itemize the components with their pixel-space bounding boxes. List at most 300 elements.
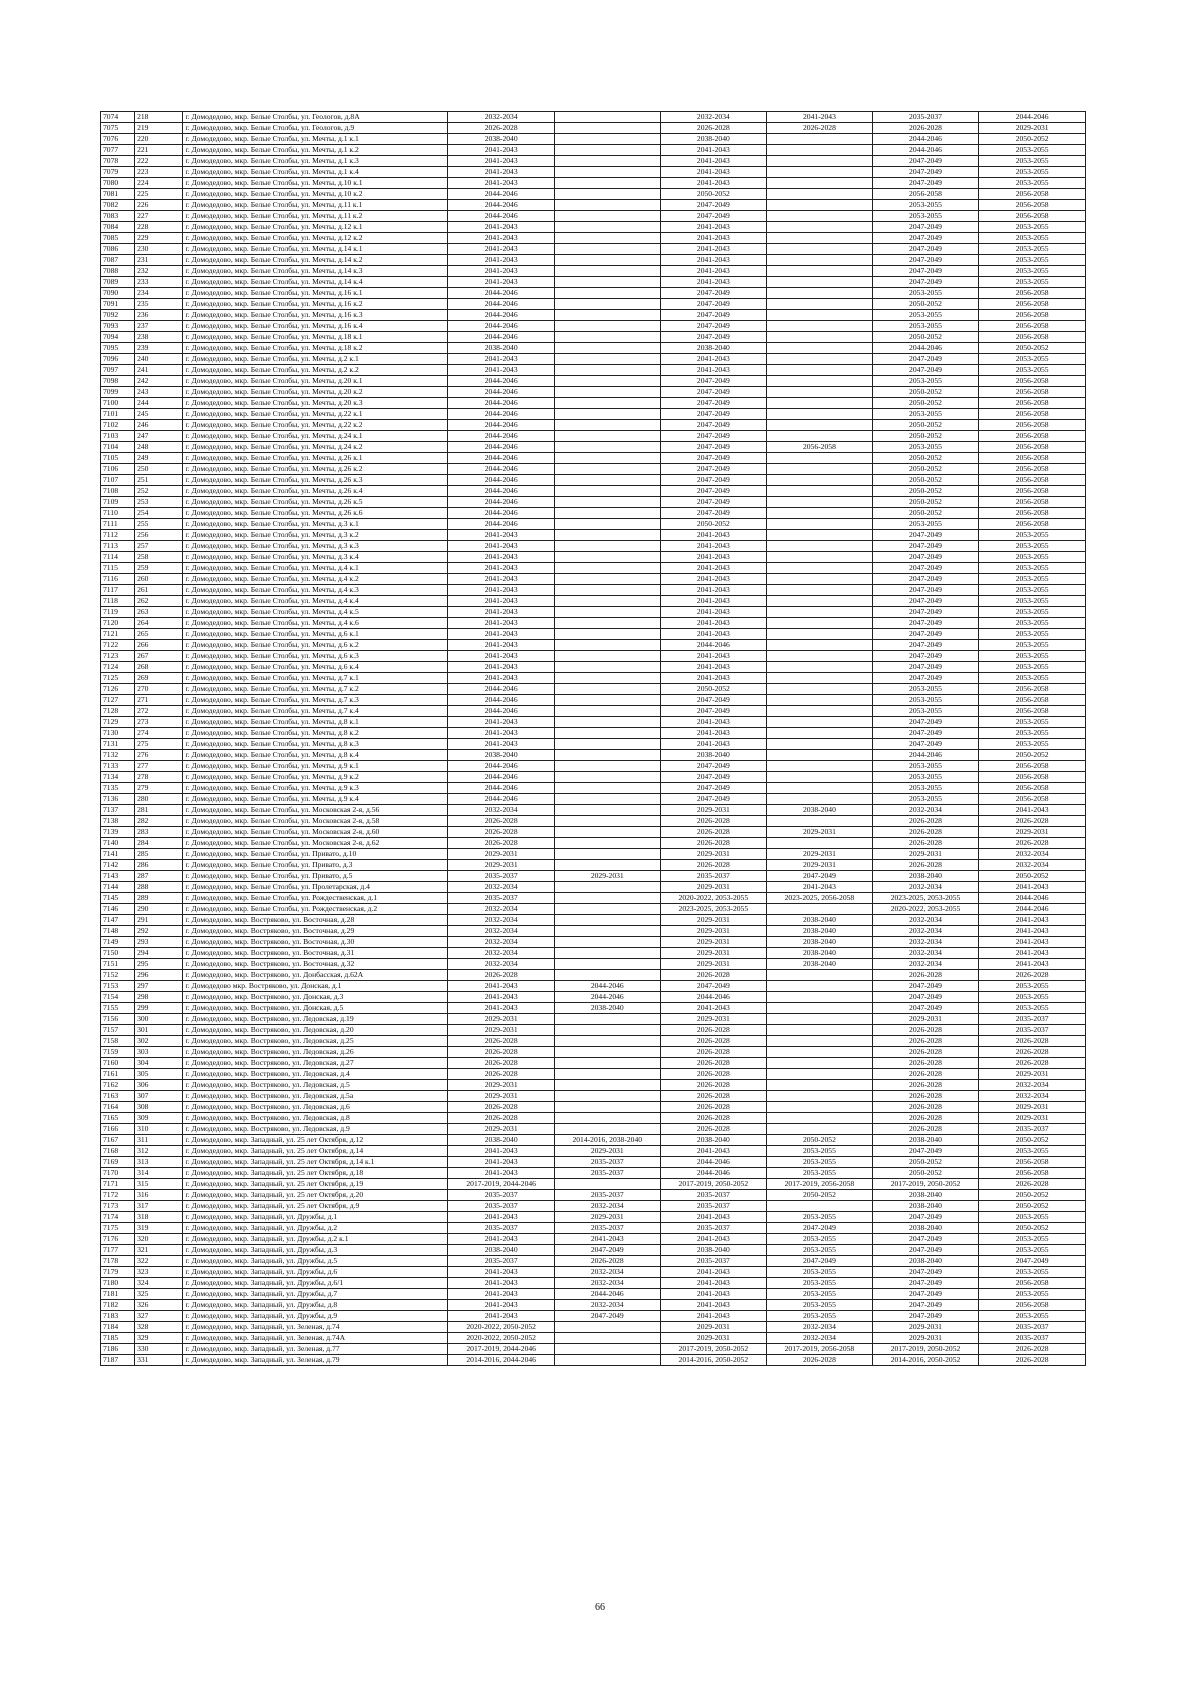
period-3-cell: 2026-2028 — [660, 1047, 767, 1058]
period-5-cell: 2053-2055 — [872, 200, 979, 211]
address-cell: г. Домодедово, мкр. Белые Столбы, ул. Мечты, д.11 к.1 — [183, 200, 448, 211]
period-3-cell: 2041-2043 — [660, 1146, 767, 1157]
period-1-cell: 2041-2043 — [448, 145, 555, 156]
period-4-cell — [767, 1036, 873, 1047]
period-3-cell: 2041-2043 — [660, 167, 767, 178]
period-4-cell — [767, 464, 873, 475]
period-1-cell: 2041-2043 — [448, 552, 555, 563]
item-number-cell: 255 — [135, 519, 183, 530]
period-2-cell — [555, 618, 661, 629]
period-1-cell: 2044-2046 — [448, 332, 555, 343]
row-number-cell: 7119 — [101, 607, 135, 618]
period-6-cell: 2056-2058 — [979, 1278, 1086, 1289]
address-cell: г. Домодедово, мкр. Западный, ул. Дружбы, д.2 — [183, 1223, 448, 1234]
table-row — [101, 409, 1086, 420]
address-cell: г. Домодедово, мкр. Белые Столбы, ул. Мечты, д.6 к.3 — [183, 651, 448, 662]
period-3-cell: 2047-2049 — [660, 409, 767, 420]
item-number-cell: 267 — [135, 651, 183, 662]
address-cell: г. Домодедово, мкр. Белые Столбы, ул. Мечты, д.22 к.1 — [183, 409, 448, 420]
period-6-cell: 2056-2058 — [979, 508, 1086, 519]
period-3-cell: 2026-2028 — [660, 1102, 767, 1113]
period-2-cell — [555, 1025, 661, 1036]
row-number-cell: 7108 — [101, 486, 135, 497]
period-6-cell: 2029-2031 — [979, 827, 1086, 838]
row-number-cell: 7075 — [101, 123, 135, 134]
period-2-cell — [555, 596, 661, 607]
period-1-cell: 2044-2046 — [448, 761, 555, 772]
period-6-cell: 2050-2052 — [979, 1190, 1086, 1201]
period-1-cell: 2044-2046 — [448, 376, 555, 387]
row-number-cell: 7145 — [101, 893, 135, 904]
row-number-cell: 7096 — [101, 354, 135, 365]
period-5-cell: 2017-2019, 2050-2052 — [872, 1344, 979, 1355]
period-4-cell — [767, 299, 873, 310]
item-number-cell: 257 — [135, 541, 183, 552]
period-3-cell: 2038-2040 — [660, 750, 767, 761]
period-3-cell: 2041-2043 — [660, 651, 767, 662]
table-row — [101, 1311, 1086, 1322]
period-4-cell — [767, 673, 873, 684]
row-number-cell: 7185 — [101, 1333, 135, 1344]
item-number-cell: 232 — [135, 266, 183, 277]
row-number-cell: 7079 — [101, 167, 135, 178]
table-row — [101, 233, 1086, 244]
period-1-cell: 2041-2043 — [448, 1212, 555, 1223]
period-6-cell: 2053-2055 — [979, 167, 1086, 178]
address-cell: г. Домодедово, мкр. Белые Столбы, ул. Мечты, д.20 к.2 — [183, 387, 448, 398]
table-row — [101, 739, 1086, 750]
table-row — [101, 662, 1086, 673]
row-number-cell: 7084 — [101, 222, 135, 233]
period-1-cell: 2041-2043 — [448, 354, 555, 365]
period-3-cell: 2047-2049 — [660, 398, 767, 409]
period-3-cell: 2047-2049 — [660, 475, 767, 486]
period-5-cell: 2026-2028 — [872, 816, 979, 827]
item-number-cell: 301 — [135, 1025, 183, 1036]
row-number-cell: 7149 — [101, 937, 135, 948]
period-1-cell: 2044-2046 — [448, 288, 555, 299]
period-5-cell: 2047-2049 — [872, 167, 979, 178]
row-number-cell: 7105 — [101, 453, 135, 464]
period-6-cell: 2026-2028 — [979, 1058, 1086, 1069]
period-3-cell: 2041-2043 — [660, 541, 767, 552]
period-5-cell: 2053-2055 — [872, 288, 979, 299]
period-1-cell: 2041-2043 — [448, 607, 555, 618]
period-2-cell — [555, 332, 661, 343]
period-5-cell: 2053-2055 — [872, 519, 979, 530]
table-row — [101, 1289, 1086, 1300]
address-cell: г. Домодедово, мкр. Белые Столбы, ул. Мечты, д.26 к.1 — [183, 453, 448, 464]
period-1-cell: 2044-2046 — [448, 519, 555, 530]
table-row — [101, 1322, 1086, 1333]
item-number-cell: 303 — [135, 1047, 183, 1058]
period-5-cell: 2047-2049 — [872, 277, 979, 288]
period-4-cell — [767, 167, 873, 178]
table-row — [101, 277, 1086, 288]
address-cell: г. Домодедово, мкр. Белые Столбы, ул. Мечты, д.7 к.4 — [183, 706, 448, 717]
period-6-cell: 2026-2028 — [979, 1047, 1086, 1058]
period-5-cell: 2047-2049 — [872, 618, 979, 629]
period-6-cell: 2032-2034 — [979, 1091, 1086, 1102]
period-3-cell: 2047-2049 — [660, 376, 767, 387]
table-row — [101, 442, 1086, 453]
row-number-cell: 7180 — [101, 1278, 135, 1289]
table-row — [101, 354, 1086, 365]
period-5-cell: 2056-2058 — [872, 189, 979, 200]
address-cell: г. Домодедово, мкр. Западный, ул. Дружбы, д.2 к.1 — [183, 1234, 448, 1245]
row-number-cell: 7156 — [101, 1014, 135, 1025]
period-3-cell: 2029-2031 — [660, 1322, 767, 1333]
period-1-cell: 2041-2043 — [448, 585, 555, 596]
address-cell: г. Домодедово, мкр. Белые Столбы, ул. Мечты, д.4 к.3 — [183, 585, 448, 596]
row-number-cell: 7160 — [101, 1058, 135, 1069]
row-number-cell: 7166 — [101, 1124, 135, 1135]
period-4-cell — [767, 904, 873, 915]
period-4-cell: 2041-2043 — [767, 882, 873, 893]
row-number-cell: 7104 — [101, 442, 135, 453]
address-cell: г. Домодедово, мкр. Востряково, ул. Ледовская, д.27 — [183, 1058, 448, 1069]
period-5-cell: 2038-2040 — [872, 871, 979, 882]
period-2-cell — [555, 222, 661, 233]
period-3-cell: 2041-2043 — [660, 145, 767, 156]
address-cell: г. Домодедово, мкр. Белые Столбы, ул. Мечты, д.6 к.2 — [183, 640, 448, 651]
period-4-cell — [767, 420, 873, 431]
period-5-cell: 2026-2028 — [872, 1025, 979, 1036]
period-5-cell: 2050-2052 — [872, 486, 979, 497]
period-3-cell: 2041-2043 — [660, 530, 767, 541]
item-number-cell: 243 — [135, 387, 183, 398]
period-5-cell: 2044-2046 — [872, 134, 979, 145]
item-number-cell: 322 — [135, 1256, 183, 1267]
table-row — [101, 794, 1086, 805]
period-4-cell — [767, 387, 873, 398]
period-5-cell: 2026-2028 — [872, 1124, 979, 1135]
table-row — [101, 849, 1086, 860]
item-number-cell: 273 — [135, 717, 183, 728]
period-6-cell: 2053-2055 — [979, 541, 1086, 552]
row-number-cell: 7126 — [101, 684, 135, 695]
period-3-cell: 2038-2040 — [660, 1135, 767, 1146]
row-number-cell: 7106 — [101, 464, 135, 475]
period-2-cell — [555, 948, 661, 959]
period-1-cell: 2041-2043 — [448, 629, 555, 640]
row-number-cell: 7112 — [101, 530, 135, 541]
item-number-cell: 278 — [135, 772, 183, 783]
period-2-cell — [555, 464, 661, 475]
row-number-cell: 7087 — [101, 255, 135, 266]
period-1-cell: 2041-2043 — [448, 728, 555, 739]
period-1-cell: 2026-2028 — [448, 838, 555, 849]
period-5-cell: 2047-2049 — [872, 530, 979, 541]
address-cell: г. Домодедово, мкр. Востряково, ул. Восточная, д.30 — [183, 937, 448, 948]
period-6-cell: 2056-2058 — [979, 431, 1086, 442]
period-3-cell: 2023-2025, 2053-2055 — [660, 904, 767, 915]
period-2-cell — [555, 530, 661, 541]
period-6-cell: 2056-2058 — [979, 200, 1086, 211]
period-4-cell — [767, 1069, 873, 1080]
row-number-cell: 7154 — [101, 992, 135, 1003]
period-4-cell: 2029-2031 — [767, 860, 873, 871]
period-2-cell — [555, 772, 661, 783]
row-number-cell: 7165 — [101, 1113, 135, 1124]
address-cell: г. Домодедово, мкр. Белые Столбы, ул. Мечты, д.4 к.6 — [183, 618, 448, 629]
row-number-cell: 7120 — [101, 618, 135, 629]
period-2-cell — [555, 189, 661, 200]
item-number-cell: 247 — [135, 431, 183, 442]
table-row — [101, 1344, 1086, 1355]
period-6-cell: 2053-2055 — [979, 651, 1086, 662]
table-row — [101, 189, 1086, 200]
period-2-cell: 2035-2037 — [555, 1190, 661, 1201]
period-5-cell: 2047-2049 — [872, 365, 979, 376]
period-6-cell: 2041-2043 — [979, 959, 1086, 970]
period-2-cell — [555, 321, 661, 332]
period-2-cell — [555, 431, 661, 442]
address-cell: г. Домодедово, мкр. Белые Столбы, ул. Мечты, д.11 к.2 — [183, 211, 448, 222]
period-5-cell: 2047-2049 — [872, 255, 979, 266]
address-cell: г. Домодедово, мкр. Белые Столбы, ул. Мечты, д.1 к.2 — [183, 145, 448, 156]
period-1-cell: 2038-2040 — [448, 750, 555, 761]
address-cell: г. Домодедово, мкр. Белые Столбы, ул. Мечты, д.3 к.2 — [183, 530, 448, 541]
table-row — [101, 585, 1086, 596]
period-1-cell: 2041-2043 — [448, 1003, 555, 1014]
period-5-cell: 2032-2034 — [872, 937, 979, 948]
period-3-cell: 2044-2046 — [660, 992, 767, 1003]
period-4-cell: 2038-2040 — [767, 937, 873, 948]
row-number-cell: 7093 — [101, 321, 135, 332]
period-3-cell: 2047-2049 — [660, 508, 767, 519]
address-cell: г. Домодедово, мкр. Западный, ул. Дружбы, д.5 — [183, 1256, 448, 1267]
address-cell: г. Домодедово, мкр. Белые Столбы, ул. Мечты, д.26 к.3 — [183, 475, 448, 486]
period-6-cell: 2053-2055 — [979, 673, 1086, 684]
period-4-cell — [767, 651, 873, 662]
period-1-cell: 2041-2043 — [448, 365, 555, 376]
address-cell: г. Домодедово мкр. Востряково, ул. Донская, д.1 — [183, 981, 448, 992]
period-2-cell — [555, 376, 661, 387]
row-number-cell: 7117 — [101, 585, 135, 596]
row-number-cell: 7174 — [101, 1212, 135, 1223]
period-3-cell: 2026-2028 — [660, 838, 767, 849]
item-number-cell: 289 — [135, 893, 183, 904]
period-4-cell — [767, 508, 873, 519]
address-cell: г. Домодедово, мкр. Востряково, ул. Донская, д.5 — [183, 1003, 448, 1014]
table-row — [101, 992, 1086, 1003]
item-number-cell: 317 — [135, 1201, 183, 1212]
table-row — [101, 1300, 1086, 1311]
period-2-cell — [555, 420, 661, 431]
period-6-cell: 2035-2037 — [979, 1025, 1086, 1036]
address-cell: г. Домодедово, мкр. Белые Столбы, ул. Мечты, д.14 к.1 — [183, 244, 448, 255]
row-number-cell: 7141 — [101, 849, 135, 860]
period-5-cell: 2026-2028 — [872, 1047, 979, 1058]
period-1-cell: 2038-2040 — [448, 134, 555, 145]
period-6-cell: 2050-2052 — [979, 1201, 1086, 1212]
period-2-cell — [555, 739, 661, 750]
period-1-cell: 2014-2016, 2044-2046 — [448, 1355, 555, 1366]
period-6-cell: 2056-2058 — [979, 453, 1086, 464]
period-6-cell: 2053-2055 — [979, 266, 1086, 277]
period-4-cell — [767, 497, 873, 508]
address-cell: г. Домодедово, мкр. Востряково, ул. Ледовская, д.8 — [183, 1113, 448, 1124]
period-3-cell: 2041-2043 — [660, 277, 767, 288]
item-number-cell: 256 — [135, 530, 183, 541]
address-cell: г. Домодедово, мкр. Белые Столбы, ул. Московская 2-я, д.58 — [183, 816, 448, 827]
period-3-cell: 2047-2049 — [660, 387, 767, 398]
period-3-cell: 2014-2016, 2050-2052 — [660, 1355, 767, 1366]
period-6-cell: 2026-2028 — [979, 1355, 1086, 1366]
period-6-cell: 2041-2043 — [979, 937, 1086, 948]
address-cell: г. Домодедово, мкр. Белые Столбы, ул. Московская 2-я, д.62 — [183, 838, 448, 849]
period-2-cell — [555, 123, 661, 134]
address-cell: г. Домодедово, мкр. Белые Столбы, ул. Мечты, д.16 к.2 — [183, 299, 448, 310]
period-2-cell — [555, 662, 661, 673]
address-cell: г. Домодедово, мкр. Белые Столбы, ул. Геологов, д.9 — [183, 123, 448, 134]
period-2-cell — [555, 398, 661, 409]
period-2-cell — [555, 244, 661, 255]
row-number-cell: 7162 — [101, 1080, 135, 1091]
row-number-cell: 7152 — [101, 970, 135, 981]
period-3-cell: 2041-2043 — [660, 233, 767, 244]
period-6-cell: 2053-2055 — [979, 365, 1086, 376]
period-2-cell: 2044-2046 — [555, 1289, 661, 1300]
period-5-cell: 2029-2031 — [872, 849, 979, 860]
period-5-cell: 2047-2049 — [872, 244, 979, 255]
row-number-cell: 7161 — [101, 1069, 135, 1080]
period-1-cell: 2032-2034 — [448, 805, 555, 816]
period-4-cell — [767, 596, 873, 607]
period-2-cell — [555, 794, 661, 805]
period-1-cell: 2035-2037 — [448, 893, 555, 904]
period-6-cell: 2029-2031 — [979, 1113, 1086, 1124]
row-number-cell: 7107 — [101, 475, 135, 486]
period-2-cell — [555, 706, 661, 717]
row-number-cell: 7074 — [101, 112, 135, 123]
period-4-cell: 2047-2049 — [767, 871, 873, 882]
period-3-cell: 2044-2046 — [660, 1157, 767, 1168]
period-5-cell: 2053-2055 — [872, 376, 979, 387]
period-6-cell: 2056-2058 — [979, 442, 1086, 453]
table-row — [101, 640, 1086, 651]
period-3-cell: 2044-2046 — [660, 640, 767, 651]
period-1-cell: 2041-2043 — [448, 717, 555, 728]
period-4-cell: 2017-2019, 2056-2058 — [767, 1344, 873, 1355]
table-row — [101, 475, 1086, 486]
period-6-cell: 2053-2055 — [979, 618, 1086, 629]
period-1-cell: 2041-2043 — [448, 1168, 555, 1179]
address-cell: г. Домодедово, мкр. Белые Столбы, ул. Мечты, д.4 к.1 — [183, 563, 448, 574]
period-5-cell: 2047-2049 — [872, 607, 979, 618]
item-number-cell: 296 — [135, 970, 183, 981]
period-2-cell — [555, 574, 661, 585]
item-number-cell: 312 — [135, 1146, 183, 1157]
period-6-cell: 2032-2034 — [979, 849, 1086, 860]
period-4-cell: 2050-2052 — [767, 1135, 873, 1146]
item-number-cell: 242 — [135, 376, 183, 387]
table-row — [101, 222, 1086, 233]
period-5-cell: 2047-2049 — [872, 585, 979, 596]
table-row — [101, 981, 1086, 992]
row-number-cell: 7121 — [101, 629, 135, 640]
period-3-cell: 2041-2043 — [660, 1311, 767, 1322]
period-6-cell: 2032-2034 — [979, 1080, 1086, 1091]
row-number-cell: 7123 — [101, 651, 135, 662]
period-3-cell: 2026-2028 — [660, 970, 767, 981]
period-2-cell: 2038-2040 — [555, 1003, 661, 1014]
period-4-cell — [767, 200, 873, 211]
period-1-cell: 2035-2037 — [448, 1223, 555, 1234]
address-cell: г. Домодедово, мкр. Востряково, ул. Восточная, д.31 — [183, 948, 448, 959]
period-1-cell: 2044-2046 — [448, 475, 555, 486]
period-1-cell: 2041-2043 — [448, 156, 555, 167]
period-5-cell: 2050-2052 — [872, 332, 979, 343]
row-number-cell: 7167 — [101, 1135, 135, 1146]
period-3-cell: 2029-2031 — [660, 849, 767, 860]
table-row — [101, 321, 1086, 332]
period-5-cell: 2050-2052 — [872, 431, 979, 442]
address-cell: г. Домодедово, мкр. Востряково, ул. Донбасская, д.62А — [183, 970, 448, 981]
period-6-cell: 2056-2058 — [979, 387, 1086, 398]
address-cell: г. Домодедово, мкр. Белые Столбы, ул. Мечты, д.9 к.1 — [183, 761, 448, 772]
row-number-cell: 7077 — [101, 145, 135, 156]
address-cell: г. Домодедово, мкр. Белые Столбы, ул. Мечты, д.24 к.2 — [183, 442, 448, 453]
item-number-cell: 319 — [135, 1223, 183, 1234]
period-4-cell: 2017-2019, 2056-2058 — [767, 1179, 873, 1190]
period-5-cell: 2047-2049 — [872, 1146, 979, 1157]
period-3-cell: 2026-2028 — [660, 1113, 767, 1124]
row-number-cell: 7103 — [101, 431, 135, 442]
address-cell: г. Домодедово, мкр. Востряково, ул. Ледовская, д.9 — [183, 1124, 448, 1135]
item-number-cell: 326 — [135, 1300, 183, 1311]
item-number-cell: 309 — [135, 1113, 183, 1124]
period-5-cell: 2047-2049 — [872, 233, 979, 244]
period-3-cell: 2026-2028 — [660, 1025, 767, 1036]
item-number-cell: 313 — [135, 1157, 183, 1168]
table-row — [101, 838, 1086, 849]
item-number-cell: 239 — [135, 343, 183, 354]
period-2-cell — [555, 277, 661, 288]
period-4-cell — [767, 772, 873, 783]
item-number-cell: 231 — [135, 255, 183, 266]
period-4-cell — [767, 684, 873, 695]
period-2-cell — [555, 156, 661, 167]
period-1-cell: 2032-2034 — [448, 926, 555, 937]
period-2-cell — [555, 849, 661, 860]
period-5-cell: 2050-2052 — [872, 464, 979, 475]
address-cell: г. Домодедово, мкр. Белые Столбы, ул. Мечты, д.26 к.5 — [183, 497, 448, 508]
row-number-cell: 7092 — [101, 310, 135, 321]
item-number-cell: 293 — [135, 937, 183, 948]
row-number-cell: 7094 — [101, 332, 135, 343]
period-6-cell: 2053-2055 — [979, 574, 1086, 585]
address-cell: г. Домодедово, мкр. Западный, ул. Дружбы, д.3 — [183, 1245, 448, 1256]
row-number-cell: 7110 — [101, 508, 135, 519]
row-number-cell: 7128 — [101, 706, 135, 717]
period-1-cell: 2044-2046 — [448, 299, 555, 310]
period-1-cell: 2035-2037 — [448, 871, 555, 882]
period-4-cell — [767, 1003, 873, 1014]
period-1-cell: 2041-2043 — [448, 618, 555, 629]
period-4-cell: 2047-2049 — [767, 1256, 873, 1267]
period-6-cell: 2044-2046 — [979, 112, 1086, 123]
period-2-cell — [555, 651, 661, 662]
item-number-cell: 222 — [135, 156, 183, 167]
period-4-cell — [767, 145, 873, 156]
table-row — [101, 596, 1086, 607]
table-row — [101, 717, 1086, 728]
address-cell: г. Домодедово, мкр. Белые Столбы, ул. Мечты, д.7 к.2 — [183, 684, 448, 695]
row-number-cell: 7143 — [101, 871, 135, 882]
period-6-cell: 2041-2043 — [979, 926, 1086, 937]
